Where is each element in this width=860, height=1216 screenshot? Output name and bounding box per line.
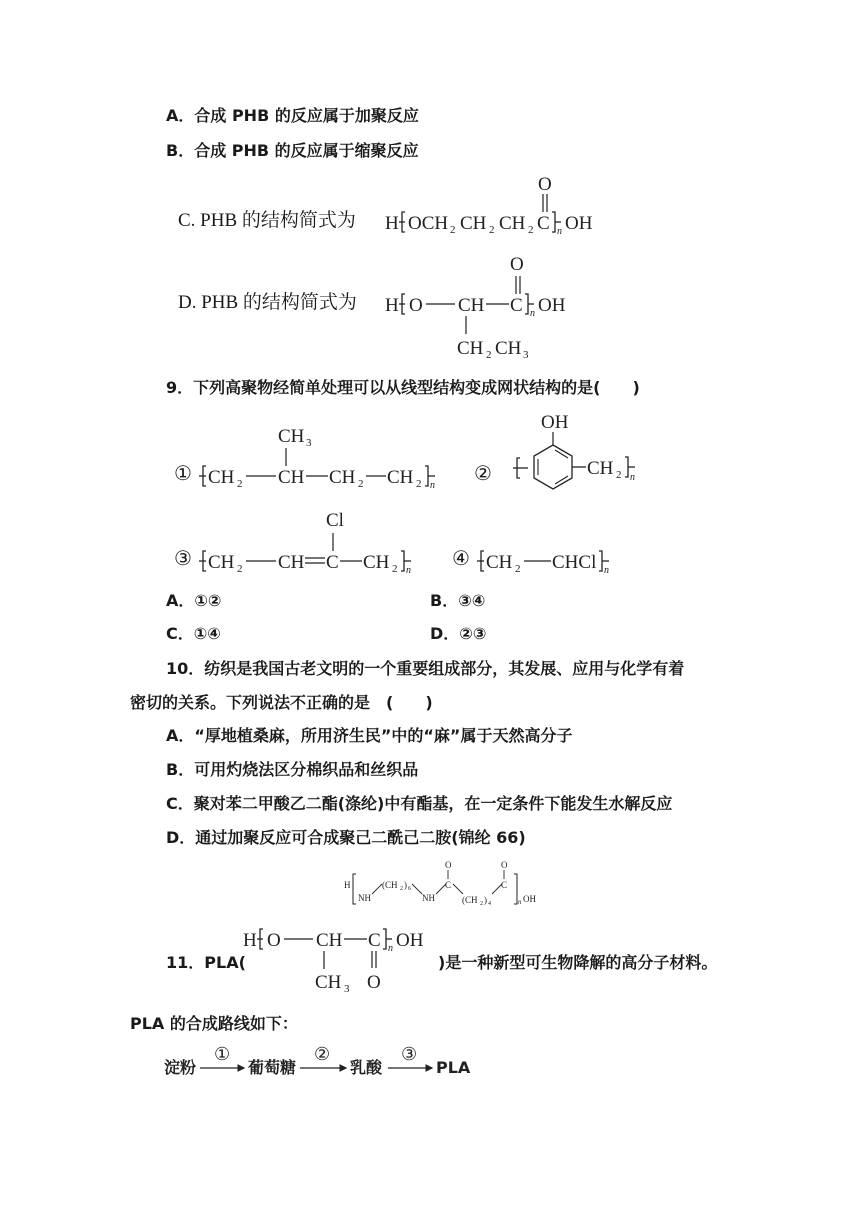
svg-text:O: O <box>267 930 281 951</box>
phb-structure-c <box>385 168 625 247</box>
svg-text:2: 2 <box>486 349 492 361</box>
q8-option-b: B．合成 PHB 的反应属于缩聚反应 <box>166 141 419 160</box>
svg-text:CH: CH <box>278 426 305 447</box>
svg-text:n: n <box>406 565 411 576</box>
svg-text:CHCl: CHCl <box>552 552 597 573</box>
svg-text:CH: CH <box>363 552 390 573</box>
polymer-structure-4 <box>476 505 636 585</box>
route-step-starch: 淀粉 <box>164 1058 197 1077</box>
svg-text:CH: CH <box>329 467 356 488</box>
svg-text:H: H <box>344 880 351 890</box>
svg-text:n: n <box>530 308 535 319</box>
svg-text:C: C <box>510 295 523 316</box>
svg-text:2: 2 <box>237 563 243 575</box>
svg-text:n: n <box>430 480 435 491</box>
polymer-structure-1 <box>198 420 448 500</box>
q10-option-b: B．可用灼烧法区分棉织品和丝织品 <box>166 760 419 779</box>
q9-circle-4: ④ <box>452 548 470 570</box>
svg-text:H: H <box>385 295 399 316</box>
svg-text:C: C <box>501 880 508 890</box>
q11-route-label: PLA 的合成路线如下： <box>130 1014 298 1033</box>
q9-option-c: C．①④ <box>166 624 221 643</box>
svg-text:NH: NH <box>358 893 371 903</box>
svg-text:OH: OH <box>565 213 593 234</box>
q9-stem: 9．下列高聚物经简单处理可以从线型结构变成网状结构的是( ) <box>166 378 640 397</box>
svg-text:2: 2 <box>528 224 534 236</box>
svg-text:CH: CH <box>315 972 342 993</box>
svg-text:CH: CH <box>495 338 522 359</box>
polymer-structure-3 <box>198 505 438 585</box>
q9-circle-3: ③ <box>174 548 192 570</box>
svg-text:CH: CH <box>587 458 614 479</box>
q10-stem-line2: 密切的关系。下列说法不正确的是 ( ) <box>130 693 433 712</box>
svg-text:CH: CH <box>278 552 305 573</box>
q10-option-a: A．“厚地植桑麻，所用济生民”中的“麻”属于天然高分子 <box>166 726 573 745</box>
route-step-glucose: 葡萄糖 <box>248 1058 297 1077</box>
q8-option-d-label: D. PHB 的结构简式为 <box>178 292 357 313</box>
q9-circle-2: ② <box>474 463 492 485</box>
svg-text:3: 3 <box>306 437 312 449</box>
q9-option-d: D．②③ <box>430 624 487 643</box>
svg-text:3: 3 <box>344 983 350 995</box>
svg-text:CH: CH <box>486 552 513 573</box>
svg-text:O: O <box>501 860 508 870</box>
svg-text:NH: NH <box>422 893 435 903</box>
svg-text:4: 4 <box>488 901 491 907</box>
svg-text:): ) <box>484 895 487 905</box>
svg-text:CH: CH <box>458 295 485 316</box>
q8-option-a: A．合成 PHB 的反应属于加聚反应 <box>166 106 419 125</box>
q10-option-d: D．通过加聚反应可合成聚己二酰己二胺(锦纶 66) <box>166 828 526 847</box>
svg-text:O: O <box>409 295 423 316</box>
svg-text:OCH: OCH <box>408 213 449 234</box>
svg-text:n: n <box>604 565 609 576</box>
svg-text:n: n <box>630 472 635 483</box>
svg-text:2: 2 <box>450 224 456 236</box>
svg-text:H: H <box>385 213 399 234</box>
pla-structure <box>243 922 443 1001</box>
svg-text:n: n <box>388 943 393 954</box>
svg-text:2: 2 <box>237 478 243 490</box>
svg-text:C: C <box>537 213 550 234</box>
svg-text:2: 2 <box>616 469 622 481</box>
route-step-pla: PLA <box>436 1058 471 1077</box>
svg-text:2: 2 <box>480 901 483 907</box>
svg-text:2: 2 <box>515 563 521 575</box>
svg-text:CH: CH <box>278 467 305 488</box>
svg-text:2: 2 <box>400 886 403 892</box>
svg-text:O: O <box>538 174 552 195</box>
svg-text:CH: CH <box>499 213 526 234</box>
svg-text:O: O <box>367 972 381 993</box>
route-arrow-2-label: ② <box>314 1044 331 1064</box>
svg-text:): ) <box>404 880 407 890</box>
svg-text:OH: OH <box>538 295 566 316</box>
q10-option-c: C．聚对苯二甲酸乙二酯(涤纶)中有酯基，在一定条件下能发生水解反应 <box>166 794 673 813</box>
pla-synthesis-route <box>160 1042 490 1091</box>
svg-text:n: n <box>518 898 522 906</box>
svg-text:CH: CH <box>457 338 484 359</box>
nylon66-structure <box>342 858 557 915</box>
svg-text:CH: CH <box>460 213 487 234</box>
svg-text:H: H <box>243 930 257 951</box>
q11-stem-part2: )是一种新型可生物降解的高分子材料。 <box>438 953 718 972</box>
svg-text:n: n <box>557 226 562 237</box>
svg-text:C: C <box>368 930 381 951</box>
q8-option-c-label: C. PHB 的结构简式为 <box>178 210 356 231</box>
svg-text:(CH: (CH <box>462 895 478 905</box>
svg-text:OH: OH <box>541 412 569 433</box>
svg-text:CH: CH <box>208 467 235 488</box>
svg-text:O: O <box>445 860 452 870</box>
svg-text:OH: OH <box>396 930 424 951</box>
q11-stem-part1: 11．PLA( <box>166 953 246 972</box>
svg-text:OH: OH <box>523 894 536 904</box>
svg-text:2: 2 <box>358 478 364 490</box>
route-arrow-3-label: ③ <box>401 1044 418 1064</box>
q9-option-b: B．③④ <box>430 591 486 610</box>
svg-text:C: C <box>326 552 339 573</box>
polymer-structure-2 <box>508 410 648 505</box>
q9-circle-1: ① <box>174 463 192 485</box>
svg-text:C: C <box>445 880 452 890</box>
svg-text:CH: CH <box>387 467 414 488</box>
svg-text:CH: CH <box>208 552 235 573</box>
svg-text:CH: CH <box>316 930 343 951</box>
svg-text:2: 2 <box>489 224 495 236</box>
svg-text:2: 2 <box>392 563 398 575</box>
q9-option-a: A．①② <box>166 591 222 610</box>
svg-text:3: 3 <box>523 349 529 361</box>
svg-text:Cl: Cl <box>326 510 344 531</box>
svg-text:2: 2 <box>416 478 422 490</box>
phb-structure-d <box>385 250 585 370</box>
route-step-lactic-acid: 乳酸 <box>350 1058 383 1077</box>
q10-stem-line1: 10．纺织是我国古老文明的一个重要组成部分，其发展、应用与化学有着 <box>166 659 685 678</box>
svg-text:6: 6 <box>408 886 411 892</box>
route-arrow-1-label: ① <box>214 1044 231 1064</box>
svg-text:O: O <box>510 254 524 275</box>
svg-text:(CH: (CH <box>382 880 398 890</box>
